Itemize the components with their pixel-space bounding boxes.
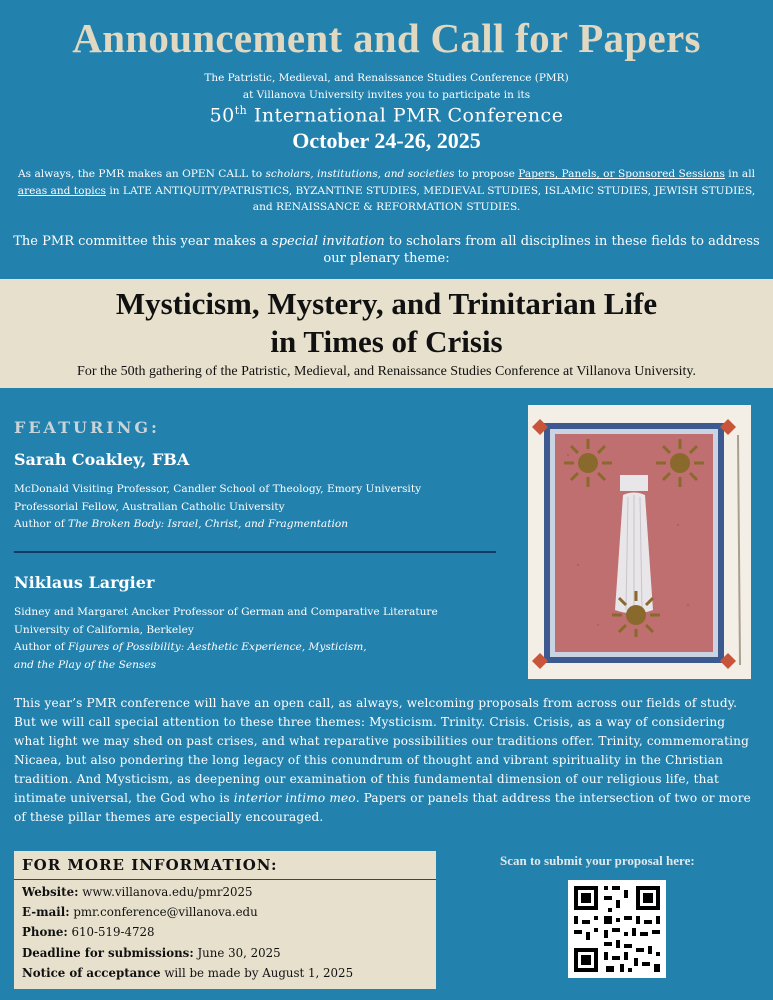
theme-title-line-2: in Times of Crisis (270, 324, 503, 359)
invitation-text-1: The PMR committee this year makes a (13, 234, 273, 249)
speaker-2-book-title-2: and the Play of the Senses (14, 658, 157, 671)
speaker-1-line-2: Professorial Fellow, Australian Catholic University (14, 500, 285, 513)
deadline-label: Deadline for submissions: (22, 946, 194, 960)
speaker-2-book-prefix: Author of (14, 641, 69, 653)
open-call-paragraph (0, 166, 773, 216)
acceptance-label: Notice of acceptance (22, 966, 161, 980)
speaker-1-line-1: McDonald Visiting Professor, Candler School of Theology, Emory University (14, 483, 422, 495)
speaker-divider (14, 551, 496, 553)
more-info-box (14, 851, 436, 989)
speaker-2-book-line-2 (14, 657, 504, 675)
deadline-row (22, 946, 281, 960)
speaker-2-line-1: Sidney and Margaret Ancker Professor of German and Comparative Literature (14, 606, 438, 618)
open-call-text-3: in all (724, 168, 755, 180)
intro-line-2: at Villanova University invites you to participate in its (242, 89, 531, 101)
theme-title (0, 285, 773, 361)
open-call-text-1: As always, the PMR makes an OPEN CALL to (18, 168, 266, 180)
acceptance-row (22, 966, 353, 980)
qr-label: Scan to submit your proposal here: (500, 853, 695, 868)
speaker-2-book-title: Figures of Possibility: Aesthetic Experience, Mysticism, (68, 641, 367, 653)
conference-number: 50 (209, 104, 235, 127)
invitation-text-2: to scholars from all disciplines in these fields to address our plenary theme: (323, 234, 760, 266)
speaker-2-line-2: University of California, Berkeley (14, 623, 194, 636)
more-info-rule (14, 879, 436, 880)
email-row (22, 905, 258, 919)
website-link[interactable]: www.villanova.edu/pmr2025 (82, 885, 253, 899)
speaker-1-name: Sarah Coakley, FBA (14, 450, 190, 469)
speaker-1-book (14, 516, 504, 534)
body-text-2: . Papers or panels that address the intersection of two or more of these pillar themes are especially encouraged. (14, 791, 751, 824)
email-label: E-mail: (22, 905, 70, 919)
speaker-2-name: Niklaus Largier (14, 573, 155, 592)
acceptance-date: will be made by August 1, 2025 (164, 966, 354, 980)
more-info-heading: FOR MORE INFORMATION: (22, 856, 278, 874)
website-row (22, 885, 253, 899)
website-label: Website: (22, 885, 79, 899)
speaker-1-details (14, 481, 504, 534)
body-text-latin: interior intimo meo (233, 791, 356, 805)
proposal-types-link[interactable]: Papers, Panels, or Sponsored Sessions (518, 168, 725, 180)
theme-title-line-1: Mysticism, Mystery, and Trinitarian Life (115, 286, 658, 321)
featuring-label: FEATURING: (14, 418, 160, 437)
email-link[interactable]: pmr.conference@villanova.edu (73, 905, 258, 919)
speaker-1-book-prefix: Author of (14, 518, 69, 530)
speaker-2-book (14, 639, 504, 657)
theme-subtitle: For the 50th gathering of the Patristic, Medieval, and Renaissance Studies Conference at Villanova University. (77, 364, 696, 379)
intro-line-1: The Patristic, Medieval, and Renaissance Studies Conference (PMR) (204, 72, 569, 84)
deadline-date: June 30, 2025 (197, 946, 281, 960)
open-call-text-2: to propose (454, 168, 519, 180)
theme-band (0, 279, 773, 388)
conference-name (0, 104, 773, 126)
page-title: Announcement and Call for Papers (72, 15, 701, 61)
body-text-1: This year’s PMR conference will have an open call, as always, welcoming proposals from across our fields of study. But we will call special attention to these three themes: Mysticism. Trinity. Crisis. Crisis, as a way of considering what light we may shed on past crises, and what reparative possibilities our traditions offer. Trinity, commemorating Nicaea, but also pondering the long legacy of this conundrum of thought and vibrant spirituality in the Christian tradition. And Mysticism, as deepening our examination of this fundamental dimension of our religious life, that intimate universal, the God who is (14, 696, 749, 805)
conference-number-suffix: th (234, 104, 248, 117)
open-call-audience: scholars, institutions, and societies (265, 168, 455, 180)
conference-title: International PMR Conference (253, 104, 564, 127)
invitation-paragraph (0, 234, 773, 267)
phone-label: Phone: (22, 925, 68, 939)
areas-topics-link[interactable]: areas and topics (17, 184, 106, 197)
phone-row (22, 925, 155, 939)
invitation-emphasis: special invitation (272, 234, 385, 249)
phone-number[interactable]: 610-519-4728 (71, 925, 155, 939)
open-call-text-4: in LATE ANTIQUITY/PATRISTICS, BYZANTINE STUDIES, MEDIEVAL STUDIES, ISLAMIC STUDIES, JEWISH STUDIES, and RENAISSANCE & REFORMATION STUDIES. (105, 184, 756, 213)
conference-dates: October 24-26, 2025 (292, 128, 481, 153)
qr-code[interactable] (568, 880, 666, 978)
speaker-1-book-title: The Broken Body: Israel, Christ, and Fragmentation (68, 518, 349, 530)
manuscript-illustration (528, 405, 751, 679)
body-paragraph (14, 694, 759, 827)
speaker-2-details (14, 604, 504, 674)
